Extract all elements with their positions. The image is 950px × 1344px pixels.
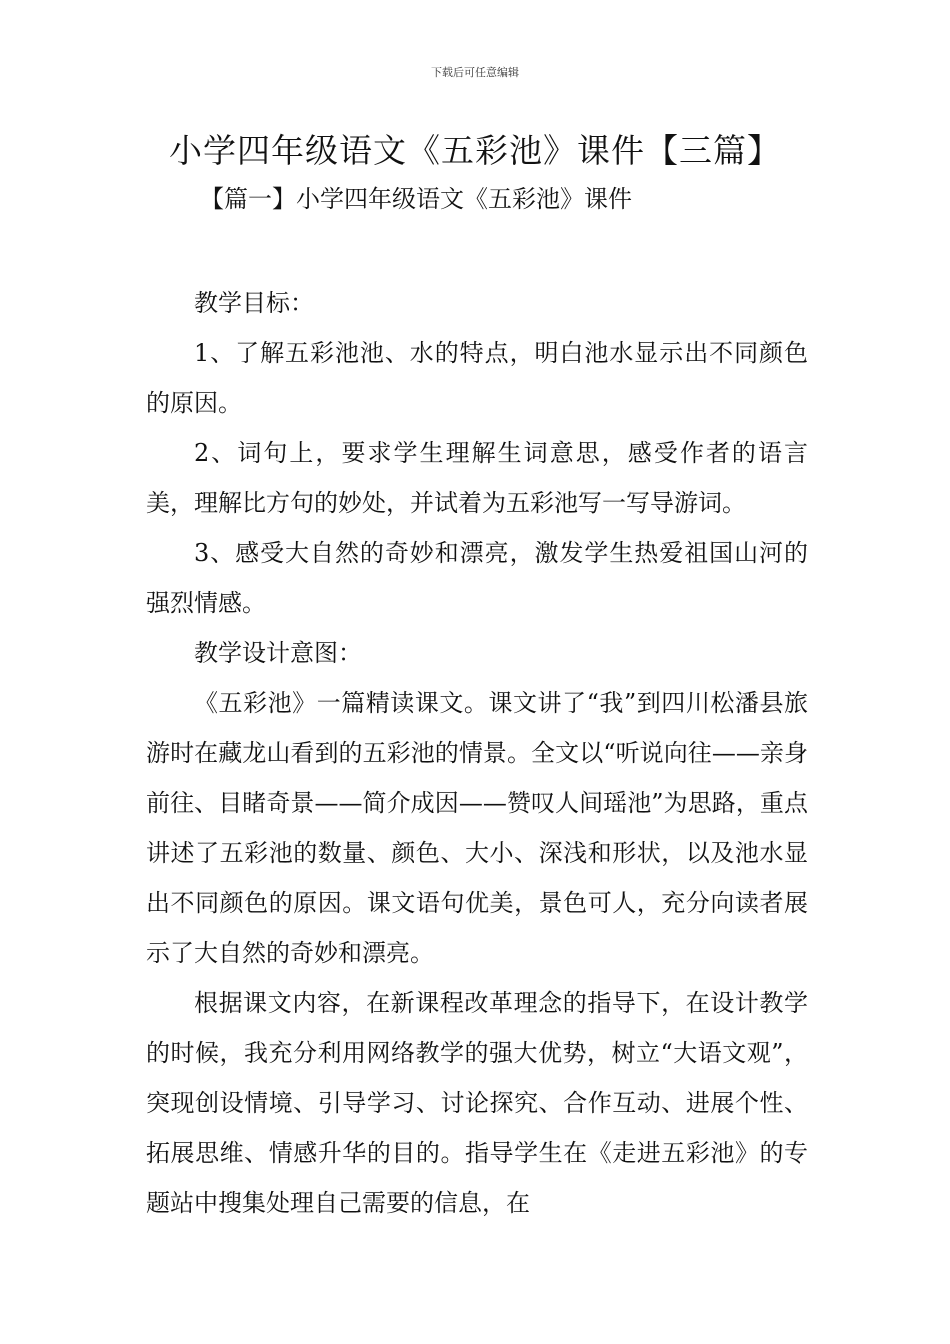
paragraph-lesson-summary: 《五彩池》一篇精读课文。课文讲了“我”到四川松潘县旅游时在藏龙山看到的五彩池的情景。全文以“听说向往——亲身前往、目睹奇景——简介成因——赞叹人间瑶池”为思路，重点讲述了五彩池的数量、颜色、大小、深浅和形状，以及池水显出不同颜色的原因。课文语句优美，景色可人，充分向读者展示了大自然的奇妙和漂亮。 [146,689,808,967]
paragraph-goal-3: 3、感受大自然的奇妙和漂亮，激发学生热爱祖国山河的强烈情感。 [146,539,808,617]
paragraph-goal-2: 2、词句上，要求学生理解生词意思，感受作者的语言美，理解比方句的妙处，并试着为五彩池写一写导游词。 [146,439,808,517]
paragraph-design-intent-heading: 教学设计意图： [194,639,362,667]
paragraph-teaching-goals-heading: 教学目标： [194,289,314,317]
document-title: 小学四年级语文《五彩池》课件【三篇】 [169,131,781,170]
paragraph-teaching-approach: 根据课文内容，在新课程改革理念的指导下，在设计教学的时候，我充分利用网络教学的强大优势，树立“大语文观”，突现创设情境、引导学习、讨论探究、合作互动、进展个性、拓展思维、情感升华的目的。指导学生在《走进五彩池》的专题站中搜集处理自己需要的信息，在 [146,989,808,1217]
document-body [146,278,808,1228]
section-title: 【篇一】小学四年级语文《五彩池》课件 [200,185,632,213]
header-note: 下载后可任意编辑 [431,66,519,79]
paragraph-goal-1: 1、了解五彩池池、水的特点，明白池水显示出不同颜色的原因。 [146,339,808,417]
